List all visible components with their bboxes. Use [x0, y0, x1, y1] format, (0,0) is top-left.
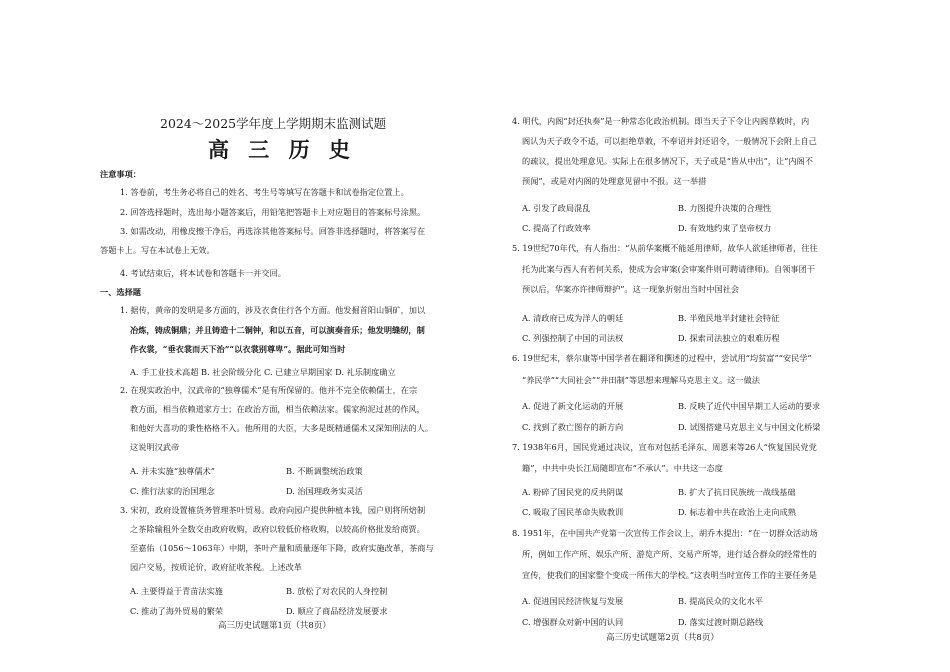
q8-option: C. 增强群众对新中国的认同	[522, 617, 624, 627]
page-footer: 高三历史试题第2页（共8页）	[606, 633, 719, 643]
note-line: 答题卡上。写在本试卷上无效。	[100, 245, 215, 255]
q5-option: D. 探索司法独立的艰难历程	[678, 333, 780, 343]
page-footer: 高三历史试题第1页（共8页）	[218, 621, 331, 631]
q8-line: 宣传，使我们的国家整个变成一所伟大的学校。”这表明当时宣传工作的主要任务是	[522, 570, 817, 580]
q5-line: 预以后，华案亦许律师辩护”。这一现象折射出当时中国社会	[522, 284, 740, 294]
q2-option: B. 不断调整统治政策	[286, 466, 363, 476]
note-line: 2. 回答选择题时，选出每小题答案后，用铅笔把答题卡上对应题目的答案标号涂黑。	[120, 207, 426, 217]
q5-line: 托为此案与西人有若何关系，使成为会审案(会审案件则可聘请律师)。自领事团干	[522, 264, 815, 274]
q1-options: A. 手工业技术高超 B. 社会阶级分化 C. 已建立早期国家 D. 礼乐制度确立	[130, 367, 396, 377]
note-line: 3. 如需改动，用橡皮擦干净后，再选涂其他答案标号。回答非选择题时，将答案写在	[120, 226, 426, 236]
subject-title: 高 三 历 史	[208, 137, 356, 162]
q3-line: 之茶除输租外全数交由政府收购，政府以较低价格收购，以较高价格批发给商贾。	[130, 524, 425, 534]
section-heading: 一、选择题	[100, 287, 141, 297]
q2-line: 和他好大喜功的秉性格格不入。他所用的大臣，大多是既精通儒术又深知刑法的人。	[130, 423, 433, 433]
q2-line: 这说明汉武帝	[130, 442, 180, 452]
q2-option: A. 并未实施“独尊儒术”	[130, 466, 215, 476]
q2-option: D. 治国理政务实灵活	[286, 486, 363, 496]
q2-line: 2. 在现实政治中，汉武帝的“独尊儒术”是有所保留的。他并不完全依赖儒士，在宗	[120, 385, 418, 395]
q1-line: 作衣裳，“垂衣裳而天下治”“以衣裳别尊卑”。据此可知当时	[130, 344, 346, 354]
q2-option: C. 推行法家的治国理念	[130, 486, 215, 496]
q2-line: 教方面，相当依赖道家方士；在政治方面，相当依赖法家。儒家拘泥过甚的作风，	[130, 404, 425, 414]
exam-title: 2024～2025学年度上学期期末监测试题	[160, 116, 387, 131]
q6-option: B. 反映了近代中国早期工人运动的要求	[678, 401, 821, 411]
q5-line: 5. 19世纪70年代，有人指出：“从前华案概不能延用律师，故华人欲延律师者，往往	[512, 243, 818, 253]
q7-option: B. 扩大了抗日民族统一战线基础	[678, 487, 796, 497]
q4-option: C. 提高了行政效率	[522, 223, 591, 233]
q3-option: B. 放松了对农民的人身控制	[286, 586, 388, 596]
q6-line: “养民学”“大同社会”“井田制”等思想来理解马克思主义。这一做法	[522, 375, 760, 385]
q5-option: A. 清政府已成为洋人的朝廷	[522, 313, 624, 323]
q8-option: D. 落实过渡时期总路线	[678, 617, 764, 627]
q5-option: C. 列强控制了中国的司法权	[522, 333, 624, 343]
q4-line: 预闻”，或是对内阁的处理意见留中不报。这一举措	[522, 176, 707, 186]
q8-line: 8. 1951年，在中国共产党第一次宣传工作会议上，胡乔木提出：“在一切群众活动场	[512, 528, 818, 538]
q8-option: B. 提高民众的文化水平	[678, 596, 763, 606]
q1-line: 冶炼，铸成铜鼎；并且铸造十二铜钟，和以五音，可以演奏音乐；他发明缝纫，制	[130, 325, 425, 335]
q7-line: 籍”，中共中央长江局随即宣布“不承认”。中共这一态度	[522, 463, 723, 473]
q6-option: D. 试图搭建马克思主义与中国文化桥梁	[678, 422, 821, 432]
q3-option: C. 推动了海外贸易的繁荣	[130, 606, 224, 616]
q8-line: 所，例如工作产所、娱乐产所、游览产所、交易产所等，进行适合群众的经常性的	[522, 549, 817, 559]
q4-option: A. 引发了政局混乱	[522, 203, 591, 213]
q8-option: A. 促进国民经济恢复与发展	[522, 596, 624, 606]
q7-option: A. 粉碎了国民党的反共阴谋	[522, 487, 624, 497]
q6-line: 6. 19世纪末，蔡尔康等中国学者在翻译和撰述的过程中，尝试用“均贫富”“安民学”	[512, 353, 812, 363]
q6-option: A. 促进了新文化运动的开展	[522, 401, 624, 411]
q3-line: 3. 宋初，政府设置榷货务管理茶叶贸易。政府向园户提供种植本钱，园户则将所焙制	[120, 505, 426, 515]
q7-line: 7. 1938年6月，国民党通过决议，宣布对包括毛泽东、周恩来等26人“恢复国民党党	[512, 442, 817, 452]
note-line: 1. 答卷前，考生务必将自己的姓名、考生号等填写在答题卡和试卷指定位置上。	[120, 187, 409, 197]
q4-option: B. 力图提升决策的合理性	[678, 203, 772, 213]
q4-line: 阁认为天子政令不适，可以拒绝草敕，不奉诏并封还诏令，一般情况下会附上自己	[522, 136, 817, 146]
q7-option: D. 标志着中共在政治上走向成熟	[678, 507, 796, 517]
q3-option: D. 顺应了商品经济发展要求	[286, 606, 388, 616]
q1-line: 1. 据传，黄帝的发明是多方面的，涉及衣食住行各个方面。他发掘首阳山铜矿，加以	[120, 305, 426, 315]
q3-option: A. 主要得益于青苗法实施	[130, 586, 223, 596]
q7-option: C. 吸取了国民革命失败教训	[522, 507, 624, 517]
q4-line: 4. 明代，内阁“封还执奏”是一种常态化政治机制。即当天子下令让内阁草敕时，内	[512, 116, 810, 126]
q3-line: 园户交易，按质论价，政府征收茶税。上述改革	[130, 562, 302, 572]
q4-line: 的疏议，提出处理意见。实际上在很多情况下，天子或是“皆从中出”，让“内阁不	[522, 156, 813, 166]
q6-option: C. 找到了救亡图存的新方向	[522, 422, 624, 432]
q5-option: B. 半殖民地半封建社会特征	[678, 313, 780, 323]
q3-line: 至嘉佑（1056～1063年）中期，茶叶产量和质量逐年下降，政府实施改革，茶商与	[130, 543, 434, 553]
q4-option: D. 有效地约束了皇帝权力	[678, 223, 772, 233]
note-line: 4. 考试结束后，将本试卷和答题卡一并交回。	[120, 268, 286, 278]
notes-heading: 注意事项：	[100, 169, 141, 179]
